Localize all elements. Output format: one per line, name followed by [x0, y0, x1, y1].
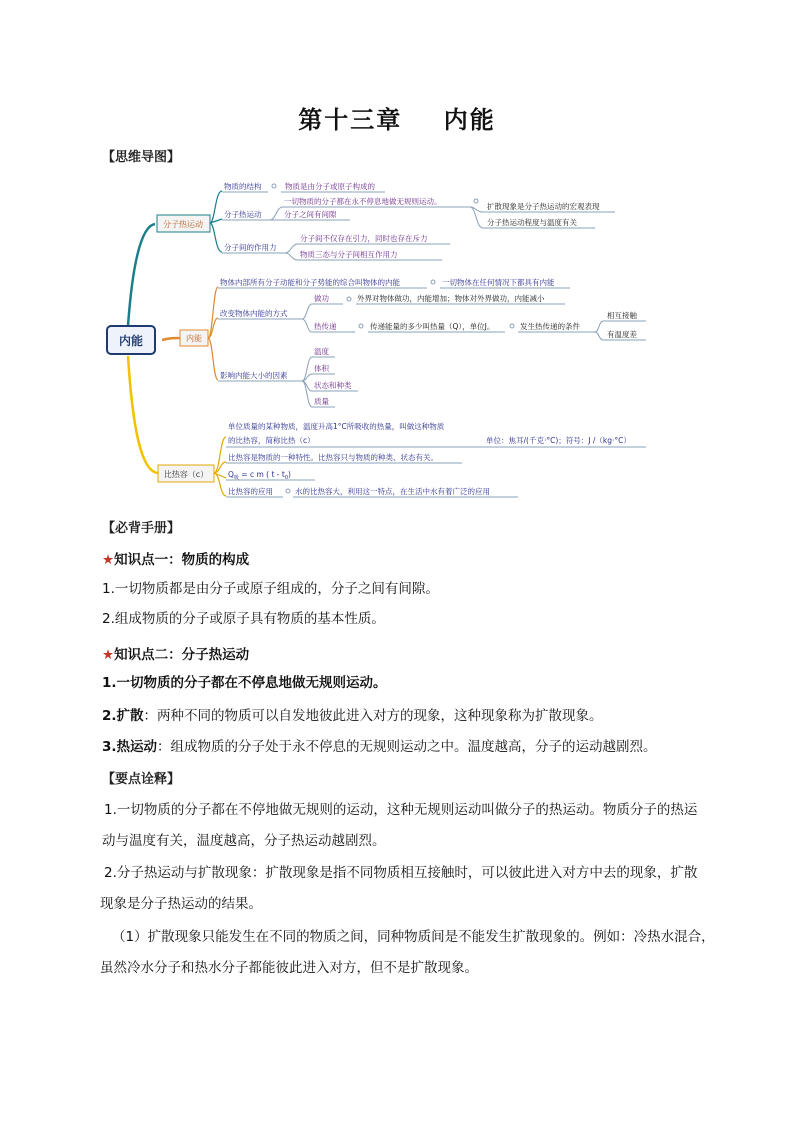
paragraph-3: 1.一切物质的分子都在不停息地做无规则运动。: [102, 675, 387, 691]
svg-text:单位质量的某种物质，温度升高1°C所吸收的热量，叫做这种物质: 单位质量的某种物质，温度升高1°C所吸收的热量，叫做这种物质: [228, 422, 445, 431]
root-node: [107, 326, 155, 354]
svg-text:物质三态与分子间相互作用力: 物质三态与分子间相互作用力: [300, 250, 398, 259]
svg-text:体积: 体积: [314, 364, 329, 373]
svg-text:分子热运动: 分子热运动: [163, 220, 203, 229]
svg-text:的比热容，简称比热（c）: 的比热容，简称比热（c）: [228, 436, 315, 445]
star-icon: ★: [102, 552, 115, 568]
svg-text:质量: 质量: [314, 397, 329, 406]
branch-molecular-motion: [157, 215, 210, 232]
svg-text:有温度差: 有温度差: [607, 330, 637, 339]
svg-text:扩散现象是分子热运动的宏观表现: 扩散现象是分子热运动的宏观表现: [487, 202, 600, 211]
mind-map: [100, 168, 660, 508]
svg-text:一切物体在任何情况下都具有内能: 一切物体在任何情况下都具有内能: [442, 278, 555, 287]
svg-text:水的比热容大，利用这一特点，在生活中水有着广泛的应用: 水的比热容大，利用这一特点，在生活中水有着广泛的应用: [295, 487, 490, 496]
explain-3: （1）扩散现象只能发生在不同的物质之间，同种物质间是不能发生扩散现象的。例如：冷热水混合， 虽然冷水分子和热水分子都能彼此进入对方，但不是扩散现象。: [100, 929, 715, 976]
svg-text:热传递: 热传递: [314, 322, 337, 331]
paragraph-1: 1.一切物质都是由分子或原子组成的，分子之间有间隙。: [102, 581, 439, 597]
svg-text:相互接触: 相互接触: [607, 311, 637, 320]
svg-text:分子之间有间隙: 分子之间有间隙: [284, 210, 337, 219]
svg-text:分子间的作用力: 分子间的作用力: [224, 243, 277, 252]
section-explain-heading: 【要点诠释】: [102, 772, 181, 787]
svg-text:发生热传递的条件: 发生热传递的条件: [520, 322, 580, 331]
paragraph-4: 2.扩散：两种不同的物质可以自发地彼此进入对方的现象，这种现象称为扩散现象。: [102, 708, 603, 724]
svg-text:物质的结构: 物质的结构: [224, 182, 262, 191]
svg-text:比热容是物质的一种特性。比热容只与物质的种类、状态有关。: 比热容是物质的一种特性。比热容只与物质的种类、状态有关。: [228, 453, 438, 462]
svg-text:物质是由分子或原子构成的: 物质是由分子或原子构成的: [285, 182, 375, 191]
section-mindmap-heading: 【思维导图】: [102, 150, 181, 165]
page-title: 第十三章 内能: [298, 105, 496, 134]
svg-text:Q吸 = c m ( t - t0): $Q_吸 = c$ m ( t - $t_0$): [228, 470, 291, 481]
svg-text:比热容（c）: 比热容（c）: [163, 470, 209, 479]
svg-text:温度: 温度: [314, 347, 329, 356]
svg-text:传递能量的多少叫热量（Q），单位J。: 传递能量的多少叫热量（Q），单位J。: [370, 322, 495, 331]
svg-text:单位：焦耳/(千克·°C)；符号：J /（kg·°C）: 单位：焦耳/(千克·°C)；符号：J /（kg·°C）: [486, 436, 631, 445]
star-icon: ★: [102, 647, 115, 663]
branch-specific-heat: [158, 465, 214, 482]
svg-text:状态和种类: 状态和种类: [314, 381, 352, 390]
knowledge-point-2: ★知识点二：分子热运动: [102, 647, 250, 663]
svg-text:做功: 做功: [314, 294, 329, 303]
svg-text:内能: 内能: [118, 334, 144, 348]
knowledge-point-1: ★知识点一：物质的构成: [102, 552, 250, 568]
section-handbook-heading: 【必背手册】: [102, 521, 181, 536]
svg-text:分子间不仅存在引力，同时也存在斥力: 分子间不仅存在引力，同时也存在斥力: [300, 234, 428, 243]
svg-text:一切物质的分子都在永不停息地做无规则运动。: 一切物质的分子都在永不停息地做无规则运动。: [284, 197, 442, 206]
svg-text:内能: 内能: [186, 334, 202, 343]
svg-text:分子热运动程度与温度有关: 分子热运动程度与温度有关: [487, 218, 577, 227]
explain-1: 1.一切物质的分子都在不停地做无规则的运动，这种无规则运动叫做分子的热运动。物质分子的热运 动与温度有关，温度越高，分子热运动越剧烈。: [102, 802, 698, 849]
svg-text:外界对物体做功，内能增加；物体对外界做功，内能减小: 外界对物体做功，内能增加；物体对外界做功，内能减小: [357, 294, 545, 303]
svg-text:影响内能大小的因素: 影响内能大小的因素: [220, 371, 288, 380]
svg-text:改变物体内能的方式: 改变物体内能的方式: [220, 309, 288, 318]
svg-text:比热容的应用: 比热容的应用: [228, 487, 273, 496]
paragraph-5: 3.热运动：组成物质的分子处于永不停息的无规则运动之中。温度越高，分子的运动越剧烈。: [102, 739, 657, 755]
svg-text:分子热运动: 分子热运动: [224, 210, 262, 219]
branch-internal-energy: [180, 330, 208, 346]
svg-text:物体内部所有分子动能和分子势能的综合叫物体的内能: 物体内部所有分子动能和分子势能的综合叫物体的内能: [220, 278, 400, 287]
paragraph-2: 2.组成物质的分子或原子具有物质的基本性质。: [102, 611, 385, 627]
explain-2: 2.分子热运动与扩散现象：扩散现象是指不同物质相互接触时，可以彼此进入对方中去的现象，扩散 现象是分子热运动的结果。: [100, 865, 698, 912]
